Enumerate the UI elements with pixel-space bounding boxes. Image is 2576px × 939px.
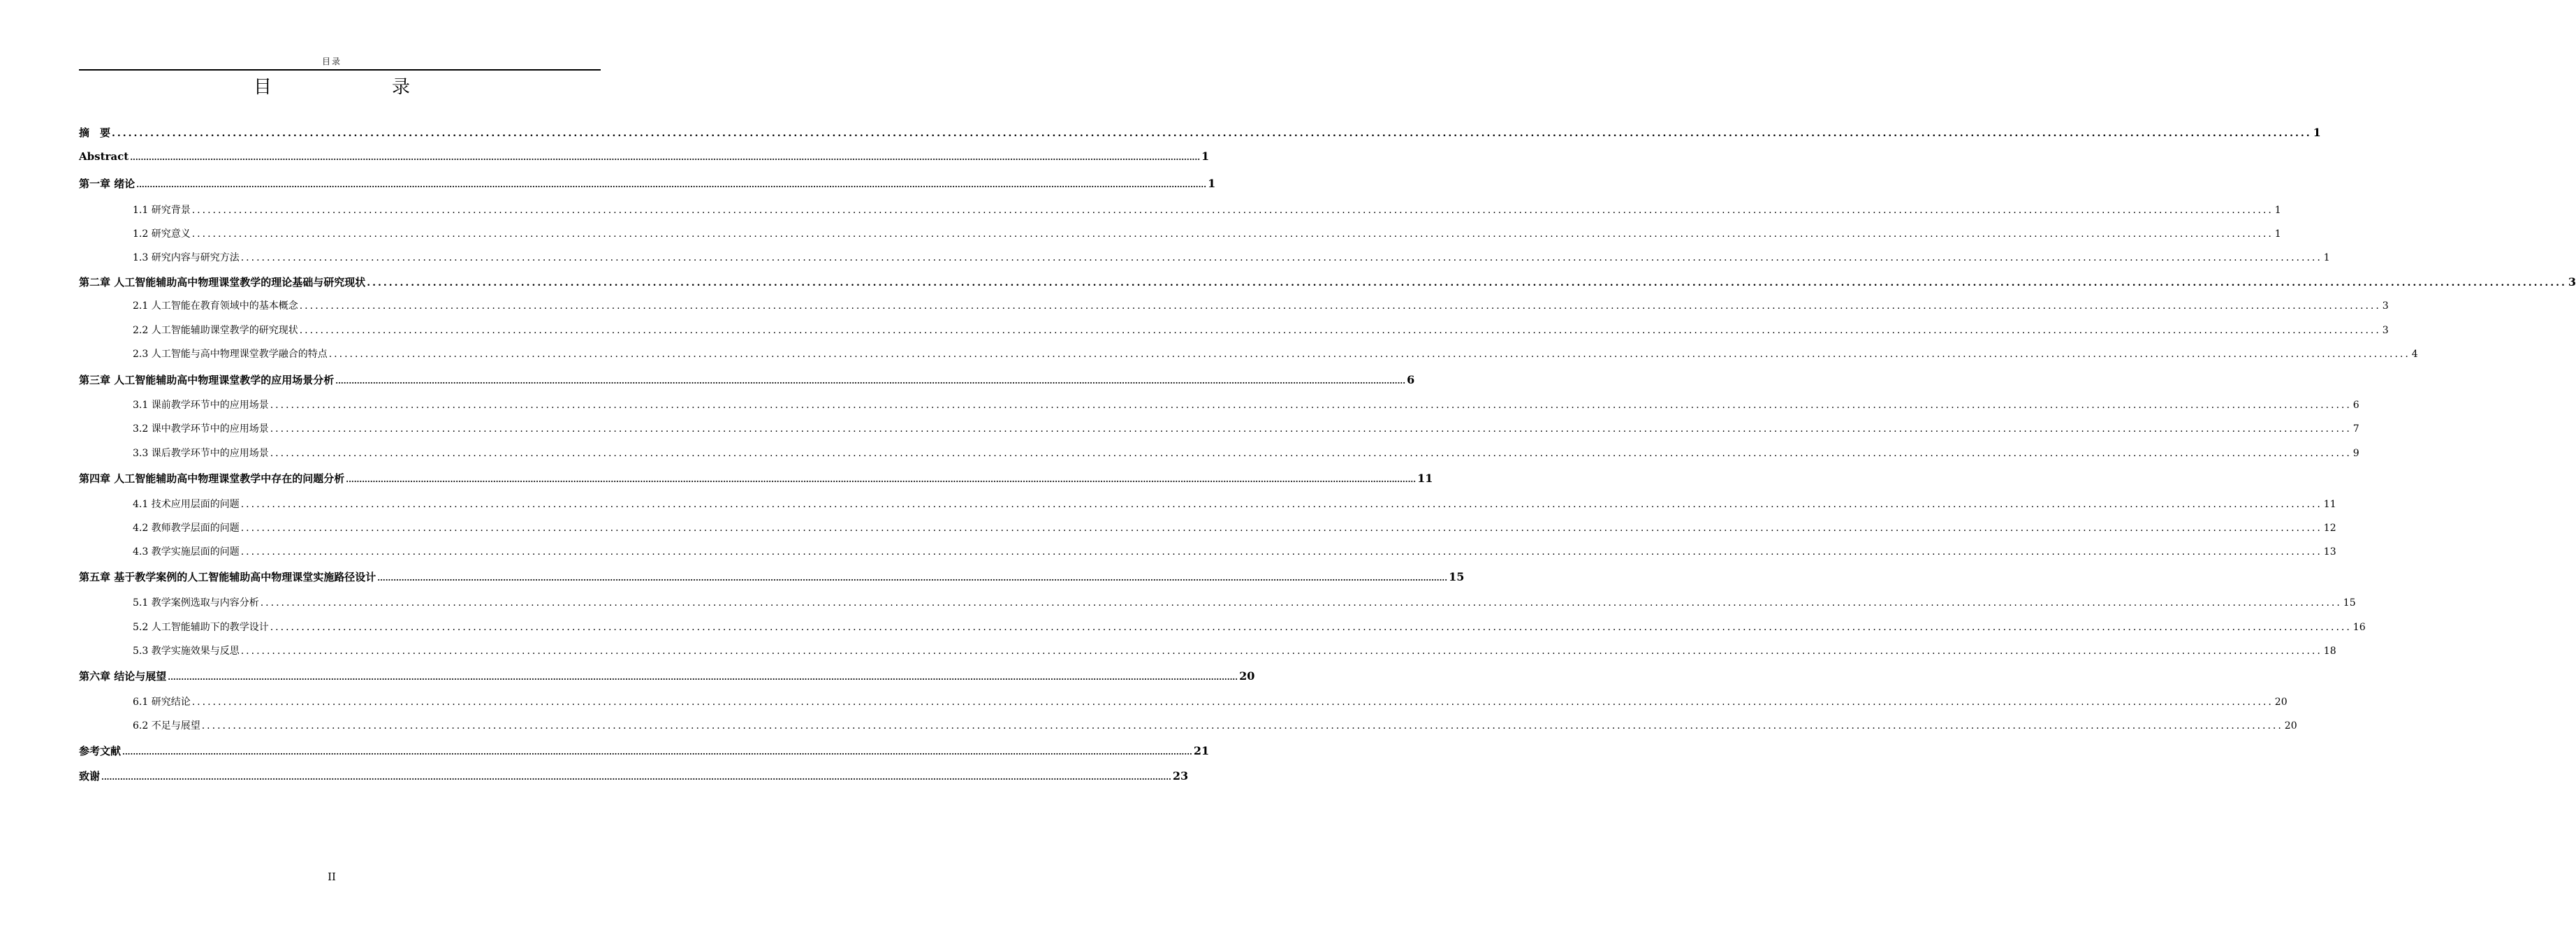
- toc-entry-page: 1: [2313, 126, 2321, 139]
- toc-entry-label: 2.3 人工智能与高中物理课堂教学融合的特点: [133, 349, 328, 360]
- toc-entry-page: 20: [1239, 669, 1255, 683]
- toc-entry-page: 20: [2274, 697, 2288, 708]
- toc-entry[interactable]: [79, 471, 1433, 486]
- toc-entry-page: 13: [2323, 546, 2336, 558]
- toc-entry-label: 第二章 人工智能辅助高中物理课堂教学的理论基础与研究现状: [79, 276, 366, 289]
- toc-entry-label: 6.2 不足与展望: [133, 720, 200, 731]
- toc-entry-label: 6.1 研究结论: [133, 697, 191, 708]
- toc-entry[interactable]: [79, 569, 1465, 585]
- toc-entry-label: 第四章 人工智能辅助高中物理课堂教学中存在的问题分析: [79, 472, 345, 485]
- toc-entry[interactable]: [133, 398, 2359, 413]
- toc-entry[interactable]: [133, 347, 2418, 362]
- toc-leader-dots: ................................................................................................................................................................................................................................................................................................................................................................................................................: [122, 748, 1192, 757]
- toc-entry[interactable]: [79, 176, 1216, 191]
- toc-entry[interactable]: [133, 544, 2336, 560]
- toc-entry-label: 4.3 教学实施层面的问题: [133, 546, 240, 558]
- toc-leader-dots: ................................................................................................................................................................................................................................................................................................................................................................................................................: [240, 546, 2322, 558]
- toc-leader-dots: ................................................................................................................................................................................................................................................................................................................................................................................................................: [101, 773, 1171, 782]
- toc-entry-label: 5.3 教学实施效果与反思: [133, 646, 240, 657]
- toc-entry[interactable]: [133, 446, 2359, 461]
- toc-entry-label: 1.2 研究意义: [133, 228, 191, 240]
- toc-leader-dots: ................................................................................................................................................................................................................................................................................................................................................................................................................: [335, 377, 1406, 386]
- toc-leader-dots: ................................................................................................................................................................................................................................................................................................................................................................................................................: [112, 128, 2312, 139]
- toc-entry-page: 1: [2274, 205, 2281, 216]
- toc-entry-page: 20: [2284, 720, 2297, 731]
- toc-entry[interactable]: [133, 595, 2356, 611]
- toc-entry[interactable]: [79, 275, 2576, 290]
- toc-leader-dots: ................................................................................................................................................................................................................................................................................................................................................................................................................: [260, 597, 2342, 609]
- toc-entry-label: 1.1 研究背景: [133, 205, 191, 216]
- toc-entry-page: 4: [2411, 349, 2418, 360]
- toc-entry-label: 摘 要: [79, 126, 111, 139]
- toc-leader-dots: ................................................................................................................................................................................................................................................................................................................................................................................................................: [168, 673, 1238, 682]
- toc-entry-label: 2.1 人工智能在教育领域中的基本概念: [133, 300, 298, 312]
- toc-entry-page: 1: [2274, 228, 2281, 240]
- toc-entry-page: 11: [2323, 499, 2336, 510]
- toc-leader-dots: ................................................................................................................................................................................................................................................................................................................................................................................................................: [240, 252, 2322, 263]
- toc-entry[interactable]: [79, 372, 1415, 388]
- toc-entry-page: 11: [1417, 472, 1433, 485]
- toc-leader-dots: ................................................................................................................................................................................................................................................................................................................................................................................................................: [377, 574, 1448, 583]
- toc-entry[interactable]: [133, 718, 2297, 734]
- toc-leader-dots: ................................................................................................................................................................................................................................................................................................................................................................................................................: [240, 646, 2322, 657]
- toc-entry[interactable]: [133, 226, 2281, 242]
- toc-entry-page: 23: [1172, 769, 1189, 782]
- toc-entry[interactable]: [133, 421, 2359, 437]
- toc-entry[interactable]: [79, 743, 1210, 759]
- toc-entry-page: 12: [2323, 523, 2336, 534]
- toc-leader-dots: ................................................................................................................................................................................................................................................................................................................................................................................................................: [270, 622, 2352, 633]
- toc-entry-page: 1: [1201, 150, 1210, 163]
- running-header: 目录: [321, 57, 342, 66]
- toc-entry-label: 致谢: [79, 770, 101, 782]
- toc-leader-dots: ................................................................................................................................................................................................................................................................................................................................................................................................................: [299, 300, 2381, 312]
- toc-entry[interactable]: [133, 203, 2281, 218]
- toc-entry[interactable]: [133, 694, 2288, 710]
- toc-leader-dots: ................................................................................................................................................................................................................................................................................................................................................................................................................: [270, 448, 2352, 459]
- page-number: II: [328, 871, 336, 883]
- toc-entry[interactable]: [79, 150, 1210, 165]
- page-title: 目 录: [253, 77, 438, 98]
- toc-entry-page: 15: [1449, 570, 1465, 583]
- toc-entry-label: 4.2 教师教学层面的问题: [133, 523, 240, 534]
- toc-entry[interactable]: [79, 769, 1189, 784]
- toc-entry-page: 7: [2352, 423, 2359, 435]
- toc-leader-dots: ................................................................................................................................................................................................................................................................................................................................................................................................................: [130, 153, 1201, 162]
- toc-entry-page: 16: [2352, 622, 2366, 633]
- toc-entry-page: 6: [2352, 400, 2359, 411]
- toc-leader-dots: ................................................................................................................................................................................................................................................................................................................................................................................................................: [240, 499, 2322, 510]
- toc-entry-label: 第六章 结论与展望: [79, 670, 167, 683]
- toc-entry-label: 第一章 绪论: [79, 177, 136, 190]
- toc-entry-page: 3: [2568, 275, 2576, 289]
- toc-entry[interactable]: [79, 125, 2321, 140]
- toc-entry-label: 1.3 研究内容与研究方法: [133, 252, 240, 263]
- toc-entry-page: 6: [1407, 373, 1415, 386]
- toc-entry[interactable]: [133, 298, 2389, 314]
- toc-leader-dots: ................................................................................................................................................................................................................................................................................................................................................................................................................: [240, 523, 2322, 534]
- toc-leader-dots: ................................................................................................................................................................................................................................................................................................................................................................................................................: [299, 325, 2381, 336]
- toc-leader-dots: ................................................................................................................................................................................................................................................................................................................................................................................................................: [136, 180, 1207, 189]
- toc-entry-page: 18: [2323, 646, 2336, 657]
- toc-entry-label: 2.2 人工智能辅助课堂教学的研究现状: [133, 325, 298, 336]
- toc-leader-dots: ................................................................................................................................................................................................................................................................................................................................................................................................................: [201, 720, 2283, 731]
- toc-entry[interactable]: [133, 620, 2366, 635]
- toc-entry-label: 3.1 课前教学环节中的应用场景: [133, 400, 269, 411]
- toc-entry-label: 第三章 人工智能辅助高中物理课堂教学的应用场景分析: [79, 374, 335, 386]
- toc-entry-label: 4.1 技术应用层面的问题: [133, 499, 240, 510]
- toc-entry-label: 3.3 课后教学环节中的应用场景: [133, 448, 269, 459]
- toc-entry[interactable]: [133, 323, 2389, 338]
- toc-leader-dots: ................................................................................................................................................................................................................................................................................................................................................................................................................: [367, 277, 2567, 289]
- toc-entry-page: 1: [1208, 177, 1216, 190]
- toc-entry-label: 5.1 教学案例选取与内容分析: [133, 597, 259, 609]
- toc-entry-label: Abstract: [79, 150, 129, 163]
- toc-entry[interactable]: [79, 669, 1255, 684]
- toc-entry-page: 21: [1193, 744, 1210, 757]
- toc-leader-dots: ................................................................................................................................................................................................................................................................................................................................................................................................................: [270, 400, 2352, 411]
- toc-leader-dots: ................................................................................................................................................................................................................................................................................................................................................................................................................: [346, 475, 1417, 484]
- header-rule: [79, 69, 601, 71]
- toc-entry-page: 3: [2382, 300, 2389, 312]
- toc-leader-dots: ................................................................................................................................................................................................................................................................................................................................................................................................................: [328, 349, 2410, 360]
- toc-entry-page: 15: [2343, 597, 2356, 609]
- toc-entry-label: 参考文献: [79, 745, 122, 757]
- toc-entry[interactable]: [133, 521, 2336, 536]
- toc-entry-page: 3: [2382, 325, 2389, 336]
- toc-leader-dots: ................................................................................................................................................................................................................................................................................................................................................................................................................: [191, 697, 2274, 708]
- toc-leader-dots: ................................................................................................................................................................................................................................................................................................................................................................................................................: [191, 228, 2274, 240]
- toc-entry-page: 9: [2352, 448, 2359, 459]
- toc-entry[interactable]: [133, 643, 2336, 659]
- toc-entry-label: 5.2 人工智能辅助下的教学设计: [133, 622, 269, 633]
- toc-entry-label: 第五章 基于教学案例的人工智能辅助高中物理课堂实施路径设计: [79, 571, 376, 583]
- toc-entry[interactable]: [133, 250, 2330, 265]
- toc-leader-dots: ................................................................................................................................................................................................................................................................................................................................................................................................................: [191, 205, 2274, 216]
- toc-leader-dots: ................................................................................................................................................................................................................................................................................................................................................................................................................: [270, 423, 2352, 435]
- toc-entry-page: 1: [2323, 252, 2330, 263]
- toc-entry[interactable]: [133, 497, 2336, 512]
- toc-entry-label: 3.2 课中教学环节中的应用场景: [133, 423, 269, 435]
